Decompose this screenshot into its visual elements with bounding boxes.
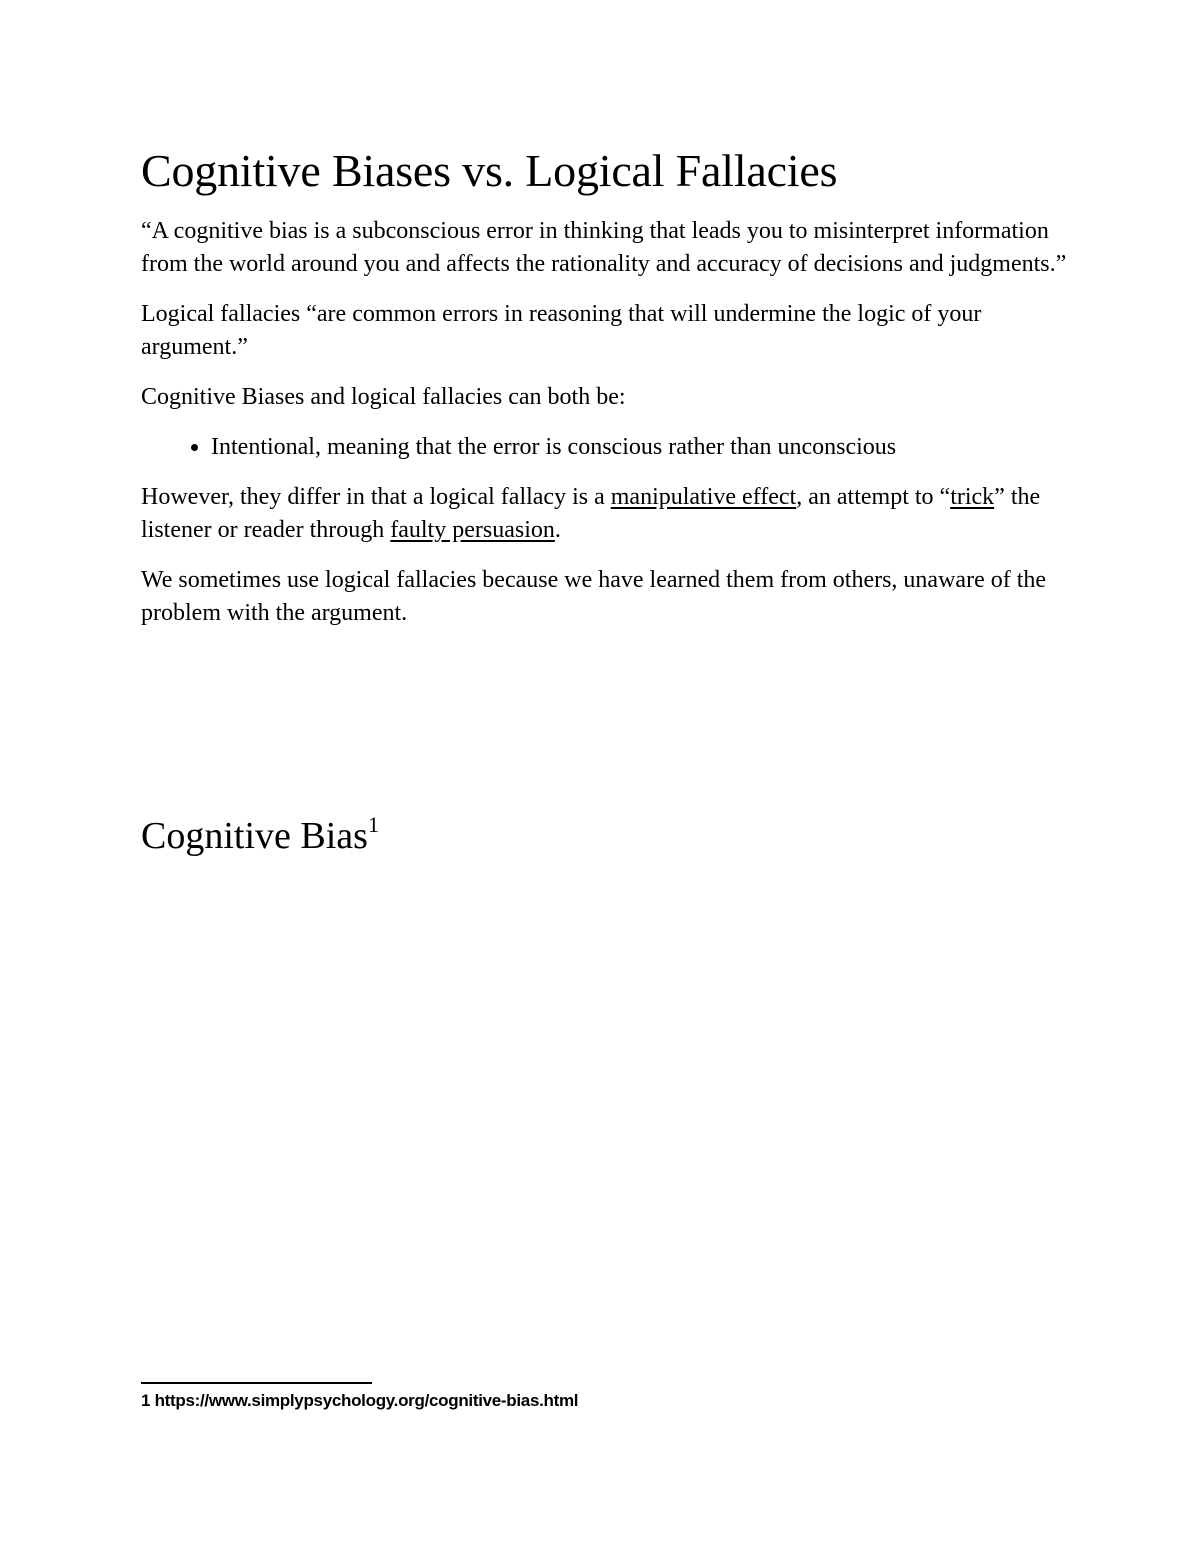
list-item: • Intentional, meaning that the error is conscious rather than unconscious: [211, 431, 1071, 464]
footnote: [141, 1389, 578, 1413]
section-heading-text: Cognitive Bias: [141, 815, 368, 857]
difference-text-2: , an attempt to “: [796, 484, 951, 510]
difference-text-4: .: [554, 517, 561, 543]
learned-fallacies-paragraph: We sometimes use logical fallacies because we have learned them from others, unaware of the problem with the argument.: [141, 567, 1047, 626]
similarity-intro: Cognitive Biases and logical fallacies can both be:: [141, 384, 626, 410]
document-body: [141, 142, 1071, 647]
section-heading: [141, 813, 379, 859]
difference-paragraph: [141, 481, 1071, 547]
document-title: Cognitive Biases vs. Logical Fallacies: [141, 145, 838, 196]
footnote-separator: [141, 1382, 372, 1384]
footnote-reference[interactable]: 1: [367, 812, 379, 837]
footnote-number: 1: [141, 1391, 151, 1410]
manipulative-effect-link[interactable]: manipulative effect: [610, 484, 797, 510]
faulty-persuasion-link[interactable]: faulty persuasion: [390, 517, 555, 543]
similarity-list: [141, 431, 1071, 464]
difference-text-1: However, they differ in that a logical fallacy is a: [141, 484, 611, 510]
footnote-url[interactable]: https://www.simplypsychology.org/cognitive-bias.html: [154, 1391, 579, 1410]
logical-fallacy-definition: Logical fallacies “are common errors in reasoning that will undermine the logic of your argument.”: [141, 301, 982, 360]
trick-link[interactable]: trick: [950, 484, 995, 510]
difference-text-3: ” the listener or reader through: [141, 484, 1041, 543]
cognitive-bias-definition: “A cognitive bias is a subconscious error in thinking that leads you to misinterpret information from the world around you and affects the rationality and accuracy of decisions and judgments.”: [141, 218, 1067, 277]
